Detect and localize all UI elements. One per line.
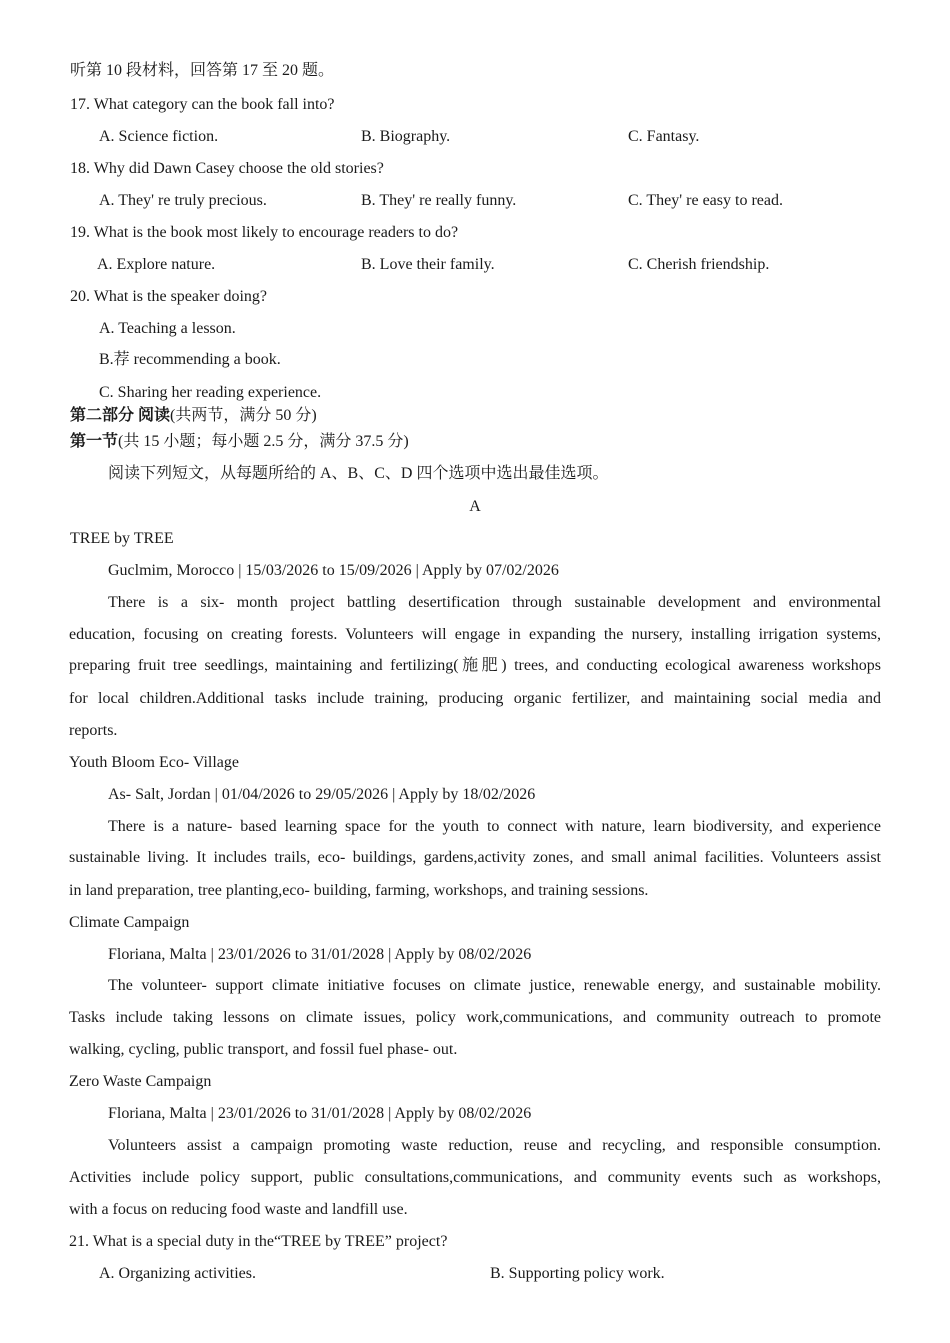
project-text-line: Tasks include taking lessons on climate issues, policy work,communications, and community outreach to promote bbox=[69, 1009, 881, 1026]
section2-heading-bold: 第二部分 阅读 bbox=[70, 407, 171, 424]
project-title: Climate Campaign bbox=[69, 914, 190, 931]
q17-option-c: C. Fantasy. bbox=[628, 128, 700, 145]
listening-intro: 听第 10 段材料，回答第 17 至 20 题。 bbox=[70, 62, 335, 79]
project-text-line: sustainable living. It includes trails, eco- buildings, gardens,activity zones, and small animal facilities. Volunteers assist bbox=[69, 849, 881, 866]
q18-stem: 18. Why did Dawn Casey choose the old stories? bbox=[70, 160, 384, 177]
q20-option-a: A. Teaching a lesson. bbox=[99, 320, 236, 337]
q18-option-a: A. They' re truly precious. bbox=[99, 192, 267, 209]
project-text-line: education, focusing on creating forests. Volunteers will engage in expanding the nursery, installing irrigation systems, bbox=[69, 626, 881, 643]
q20-option-b: B.荐 recommending a book. bbox=[99, 351, 281, 368]
project-text-line: reports. bbox=[69, 722, 118, 739]
project-text-line: Volunteers assist a campaign promoting waste reduction, reuse and recycling, and responsible consumption. bbox=[108, 1137, 881, 1154]
q21-option-b: B. Supporting policy work. bbox=[490, 1265, 665, 1282]
project-text-line: walking, cycling, public transport, and fossil fuel phase- out. bbox=[69, 1041, 458, 1058]
part1-heading-rest: (共 15 小题；每小题 2.5 分，满分 37.5 分) bbox=[118, 433, 409, 450]
section2-heading-rest: (共两节，满分 50 分) bbox=[170, 407, 317, 424]
project-title: Youth Bloom Eco- Village bbox=[69, 754, 240, 771]
q18-option-c: C. They' re easy to read. bbox=[628, 192, 783, 209]
q18-option-b: B. They' re really funny. bbox=[361, 192, 517, 209]
section2-heading bbox=[70, 406, 317, 426]
project-title: Zero Waste Campaign bbox=[69, 1073, 212, 1090]
project-meta: As- Salt, Jordan | 01/04/2026 to 29/05/2026 | Apply by 18/02/2026 bbox=[108, 786, 536, 803]
q19-option-a: A. Explore nature. bbox=[97, 256, 216, 273]
q19-option-b: B. Love their family. bbox=[361, 256, 495, 273]
q20-stem: 20. What is the speaker doing? bbox=[70, 288, 267, 305]
project-text-line: in land preparation, tree planting,eco- building, farming, workshops, and training sessions. bbox=[69, 882, 649, 899]
project-text-line: There is a six- month project battling desertification through sustainable development and environmental bbox=[108, 594, 881, 611]
reading-instruction: 阅读下列短文，从每题所给的 A、B、C、D 四个选项中选出最佳选项。 bbox=[108, 465, 609, 482]
q19-stem: 19. What is the book most likely to encourage readers to do? bbox=[70, 224, 459, 241]
project-meta: Floriana, Malta | 23/01/2026 to 31/01/2028 | Apply by 08/02/2026 bbox=[108, 1105, 532, 1122]
project-text-line: preparing fruit tree seedlings, maintaining and fertilizing(施肥) trees, and conducting ecological awareness workshops bbox=[69, 657, 881, 674]
project-meta: Floriana, Malta | 23/01/2026 to 31/01/2028 | Apply by 08/02/2026 bbox=[108, 946, 532, 963]
q17-stem: 17. What category can the book fall into? bbox=[70, 96, 335, 113]
q17-option-a: A. Science fiction. bbox=[99, 128, 219, 145]
project-title: TREE by TREE bbox=[70, 530, 174, 547]
q19-option-c: C. Cherish friendship. bbox=[628, 256, 770, 273]
project-text-line: with a focus on reducing food waste and landfill use. bbox=[69, 1201, 408, 1218]
q20-option-c: C. Sharing her reading experience. bbox=[99, 384, 322, 401]
project-meta: Guclmim, Morocco | 15/03/2026 to 15/09/2026 | Apply by 07/02/2026 bbox=[108, 562, 559, 579]
project-text-line: There is a nature- based learning space for the youth to connect with nature, learn biodiversity, and experience bbox=[108, 818, 881, 835]
q17-option-b: B. Biography. bbox=[361, 128, 451, 145]
section2-part1-heading bbox=[70, 432, 409, 452]
part1-heading-bold: 第一节 bbox=[70, 433, 119, 450]
project-text-line: Activities include policy support, public consultations,communications, and community events such as workshops, bbox=[69, 1169, 881, 1186]
q21-option-a: A. Organizing activities. bbox=[99, 1265, 256, 1282]
q21-stem: 21. What is a special duty in the“TREE by TREE” project? bbox=[69, 1233, 448, 1250]
passage-label: A bbox=[469, 498, 481, 515]
project-text-line: The volunteer- support climate initiative focuses on climate justice, renewable energy, and sustainable mobility. bbox=[108, 977, 881, 994]
project-text-line: for local children.Additional tasks include training, producing organic fertilizer, and maintaining social media and bbox=[69, 690, 881, 707]
